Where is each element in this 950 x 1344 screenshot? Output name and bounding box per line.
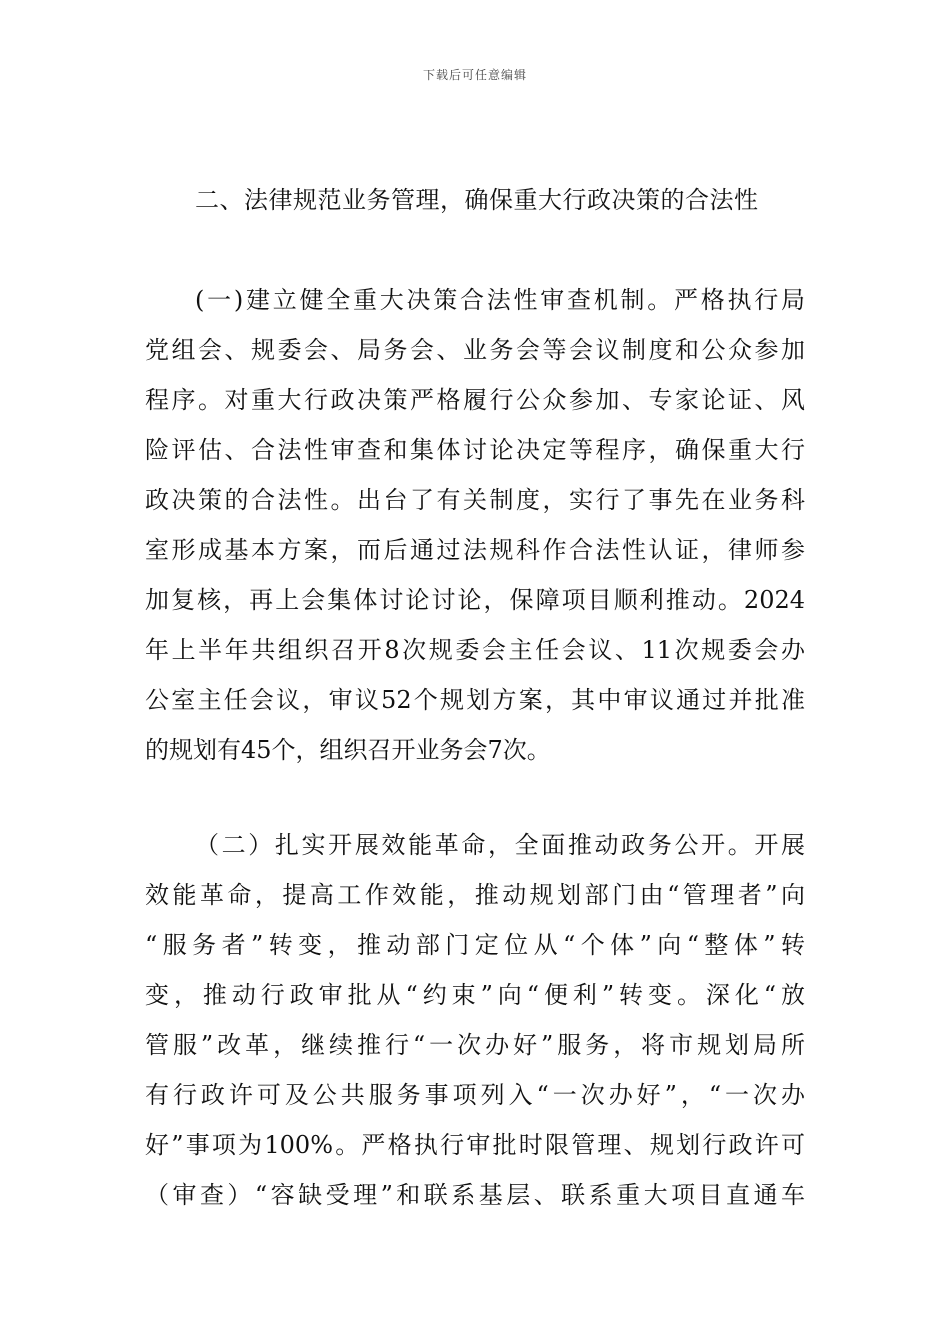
paragraph-line: 有行政许可及公共服务事项列入“一次办好”，“一次办 (145, 1081, 805, 1109)
paragraph-line: 变，推动行政审批从“约束”向“便利”转变。深化“放 (145, 981, 805, 1009)
paragraph-line: “服务者”转变，推动部门定位从“个体”向“整体”转 (145, 931, 805, 959)
paragraph-line: 好”事项为100%。严格执行审批时限管理、规划行政许可 (145, 1131, 805, 1159)
paragraph-line: 室形成基本方案，而后通过法规科作合法性认证，律师参 (145, 536, 805, 564)
paragraph-line: 加复核，再上会集体讨论讨论，保障项目顺利推动。2024 (145, 586, 805, 614)
paragraph-line: 的规划有45个，组织召开业务会7次。 (145, 736, 551, 764)
paragraph-line: 党组会、规委会、局务会、业务会等会议制度和公众参加 (145, 336, 805, 364)
paragraph-line: 管服”改革，继续推行“一次办好”服务，将市规划局所 (145, 1031, 805, 1059)
paragraph-line: （二）扎实开展效能革命，全面推动政务公开。开展 (195, 831, 805, 859)
paragraph-line: (一)建立健全重大决策合法性审查机制。严格执行局 (195, 286, 805, 314)
paragraph-line: 险评估、合法性审查和集体讨论决定等程序，确保重大行 (145, 436, 805, 464)
paragraph-line: 政决策的合法性。出台了有关制度，实行了事先在业务科 (145, 486, 805, 514)
paragraph-2 (145, 820, 805, 1220)
paragraph-line: 公室主任会议，审议52个规划方案，其中审议通过并批准 (145, 686, 805, 714)
paragraph-1 (145, 275, 805, 775)
paragraph-line: 效能革命，提高工作效能，推动规划部门由“管理者”向 (145, 881, 805, 909)
section-title: 二、法律规范业务管理，确保重大行政决策的合法性 (195, 186, 759, 214)
paragraph-line: 年上半年共组织召开8次规委会主任会议、11次规委会办 (145, 636, 805, 664)
paragraph-line: （审查）“容缺受理”和联系基层、联系重大项目直通车 (145, 1181, 805, 1209)
download-note: 下载后可任意编辑 (422, 68, 527, 82)
paragraph-line: 程序。对重大行政决策严格履行公众参加、专家论证、风 (145, 386, 805, 414)
